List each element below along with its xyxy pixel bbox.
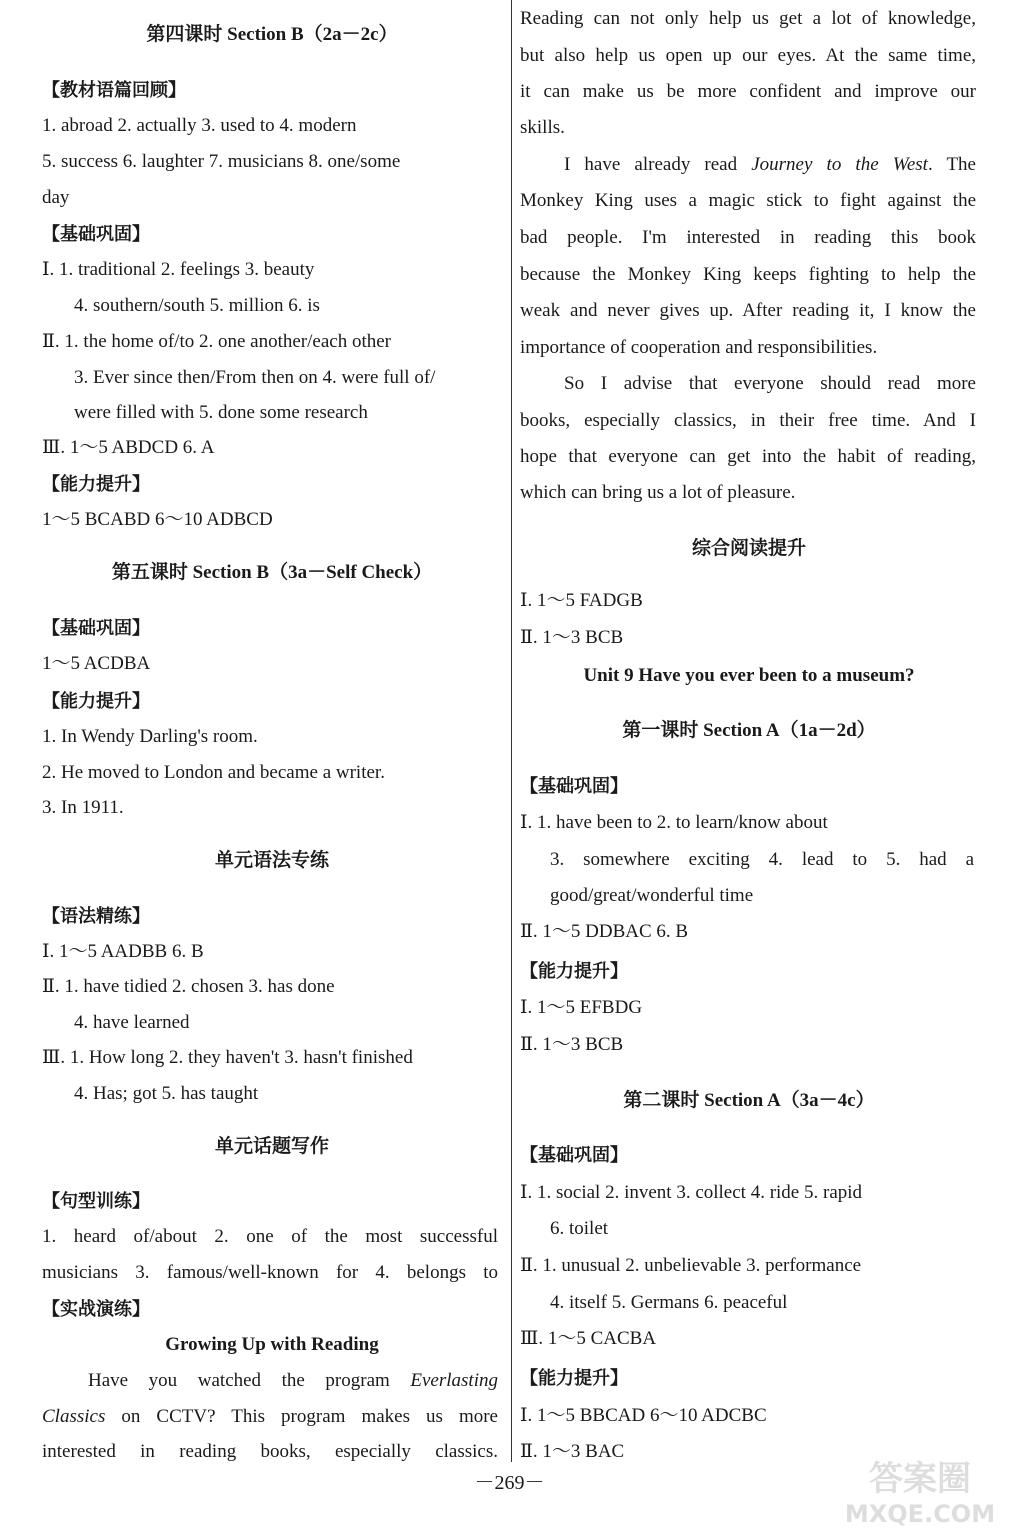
essay-line: Monkey King uses a magic stick to fight against the xyxy=(520,190,976,211)
answer-line: 1. abroad 2. actually 3. used to 4. modern xyxy=(42,115,357,136)
section-heading: 【基础巩固】 xyxy=(520,776,628,796)
watermark-text: 答案圈 xyxy=(869,1459,971,1499)
section-title: 综合阅读提升 xyxy=(691,538,806,559)
section-heading: 【能力提升】 xyxy=(520,1368,628,1388)
answer-line: 3. Ever since then/From then on 4. were full of/ xyxy=(74,367,436,388)
section-title: 第二课时 Section A（3a－4c） xyxy=(623,1090,875,1111)
answer-line: Ⅱ. 1. unusual 2. unbelievable 3. performance xyxy=(520,1255,862,1276)
answer-line: 6. toilet xyxy=(550,1218,609,1239)
section-heading: 【实战演练】 xyxy=(42,1299,150,1319)
answer-line: Ⅱ. 1～3 BCB xyxy=(520,627,624,648)
essay-line: which can bring us a lot of pleasure. xyxy=(520,482,796,503)
answer-line: 1～5 ACDBA xyxy=(42,653,151,674)
answer-line: Ⅰ. 1～5 AADBB 6. B xyxy=(42,941,204,962)
answer-line: Ⅱ. 1～5 DDBAC 6. B xyxy=(520,921,689,942)
answer-line: 3. somewhere exciting 4. lead to 5. had a xyxy=(550,849,974,870)
essay-line: it can make us be more confident and improve our xyxy=(520,81,976,102)
essay-line: hope that everyone can get into the habit of reading, xyxy=(520,446,976,467)
watermark-text: MXQE.COM xyxy=(844,1500,996,1528)
program-name-italic: Everlasting xyxy=(410,1370,498,1391)
section-heading: 【教材语篇回顾】 xyxy=(42,80,186,100)
answer-line: 4. southern/south 5. million 6. is xyxy=(74,295,320,316)
essay-text: Have you watched the program xyxy=(88,1370,411,1391)
unit-title: Unit 9 Have you ever been to a museum? xyxy=(583,665,915,686)
program-name-italic: Classics xyxy=(42,1406,106,1427)
section-heading: 【能力提升】 xyxy=(42,691,150,711)
essay-line: but also help us open up our eyes. At the same time, xyxy=(520,45,976,66)
essay-line: weak and never gives up. After reading it, I know the xyxy=(520,300,976,321)
answer-line: Ⅲ. 1～5 CACBA xyxy=(520,1328,657,1349)
answer-line: Ⅱ. 1～3 BAC xyxy=(520,1441,625,1462)
answer-line: 4. have learned xyxy=(74,1012,190,1033)
answer-line: Ⅰ. 1. have been to 2. to learn/know about xyxy=(520,812,828,833)
section-heading: 【能力提升】 xyxy=(42,474,150,494)
section-heading: 【语法精练】 xyxy=(42,906,150,926)
page-number: －269－ xyxy=(474,1472,545,1494)
essay-line: interested in reading books, especially classics. xyxy=(42,1441,498,1462)
answer-line: day xyxy=(42,187,70,208)
answer-line: Ⅲ. 1. How long 2. they haven't 3. hasn't finished xyxy=(42,1047,413,1068)
section-title: 单元语法专练 xyxy=(214,850,329,871)
section-heading: 【基础巩固】 xyxy=(42,224,150,244)
essay-title: Growing Up with Reading xyxy=(165,1334,379,1355)
answer-line: were filled with 5. done some research xyxy=(74,402,368,423)
section-title: 第四课时 Section B（2a－2c） xyxy=(146,24,398,45)
answer-line: Ⅱ. 1. the home of/to 2. one another/each other xyxy=(42,331,391,352)
answer-line: Ⅰ. 1～5 BBCAD 6～10 ADCBC xyxy=(520,1405,767,1426)
section-heading: 【基础巩固】 xyxy=(42,618,150,638)
essay-line: because the Monkey King keeps fighting to help the xyxy=(520,264,976,285)
section-heading: 【能力提升】 xyxy=(520,961,628,981)
section-title: 第一课时 Section A（1a－2d） xyxy=(622,720,876,741)
essay-text: I have already read xyxy=(564,154,752,175)
watermark-logo xyxy=(835,1452,1005,1530)
answer-line: 5. success 6. laughter 7. musicians 8. one/some xyxy=(42,151,401,172)
essay-line: Reading can not only help us get a lot of knowledge, xyxy=(520,8,976,29)
essay-line: books, especially classics, in their free time. And I xyxy=(520,410,976,431)
answer-line: Ⅱ. 1～3 BCB xyxy=(520,1034,624,1055)
essay-line: So I advise that everyone should read more xyxy=(564,373,976,394)
answer-line: 4. Has; got 5. has taught xyxy=(74,1083,259,1104)
answer-line: 2. He moved to London and became a writer. xyxy=(42,762,385,783)
answer-line: 3. In 1911. xyxy=(42,797,124,818)
book-title-italic: Journey to the West xyxy=(751,154,928,175)
essay-text: on CCTV? This program makes us more xyxy=(105,1406,498,1427)
answer-line: Ⅱ. 1. have tidied 2. chosen 3. has done xyxy=(42,976,335,997)
answer-line: Ⅰ. 1～5 FADGB xyxy=(520,590,643,611)
answer-line: 4. itself 5. Germans 6. peaceful xyxy=(550,1292,788,1313)
column-divider xyxy=(511,0,512,1462)
answer-line: good/great/wonderful time xyxy=(550,885,754,906)
essay-line: importance of cooperation and responsibilities. xyxy=(520,337,878,358)
answer-line: Ⅲ. 1～5 ABDCD 6. A xyxy=(42,437,215,458)
essay-text: . The xyxy=(927,154,976,175)
answer-line: Ⅰ. 1. traditional 2. feelings 3. beauty xyxy=(42,259,315,280)
essay-line xyxy=(564,154,976,176)
answer-line: 1. heard of/about 2. one of the most successful xyxy=(42,1226,498,1247)
essay-line: bad people. I'm interested in reading this book xyxy=(520,227,976,248)
answer-line: Ⅰ. 1. social 2. invent 3. collect 4. ride 5. rapid xyxy=(520,1182,863,1203)
answer-line: musicians 3. famous/well-known for 4. belongs to xyxy=(42,1262,498,1283)
essay-line xyxy=(88,1370,498,1392)
answer-line: 1. In Wendy Darling's room. xyxy=(42,726,258,747)
section-title: 单元话题写作 xyxy=(214,1136,329,1157)
essay-line xyxy=(42,1406,498,1428)
section-heading: 【句型训练】 xyxy=(42,1191,150,1211)
section-heading: 【基础巩固】 xyxy=(520,1145,628,1165)
essay-line: skills. xyxy=(520,117,565,138)
answer-line: Ⅰ. 1～5 EFBDG xyxy=(520,997,643,1018)
section-title: 第五课时 Section B（3a－Self Check） xyxy=(111,562,433,583)
answer-line: 1～5 BCABD 6～10 ADBCD xyxy=(42,509,273,530)
